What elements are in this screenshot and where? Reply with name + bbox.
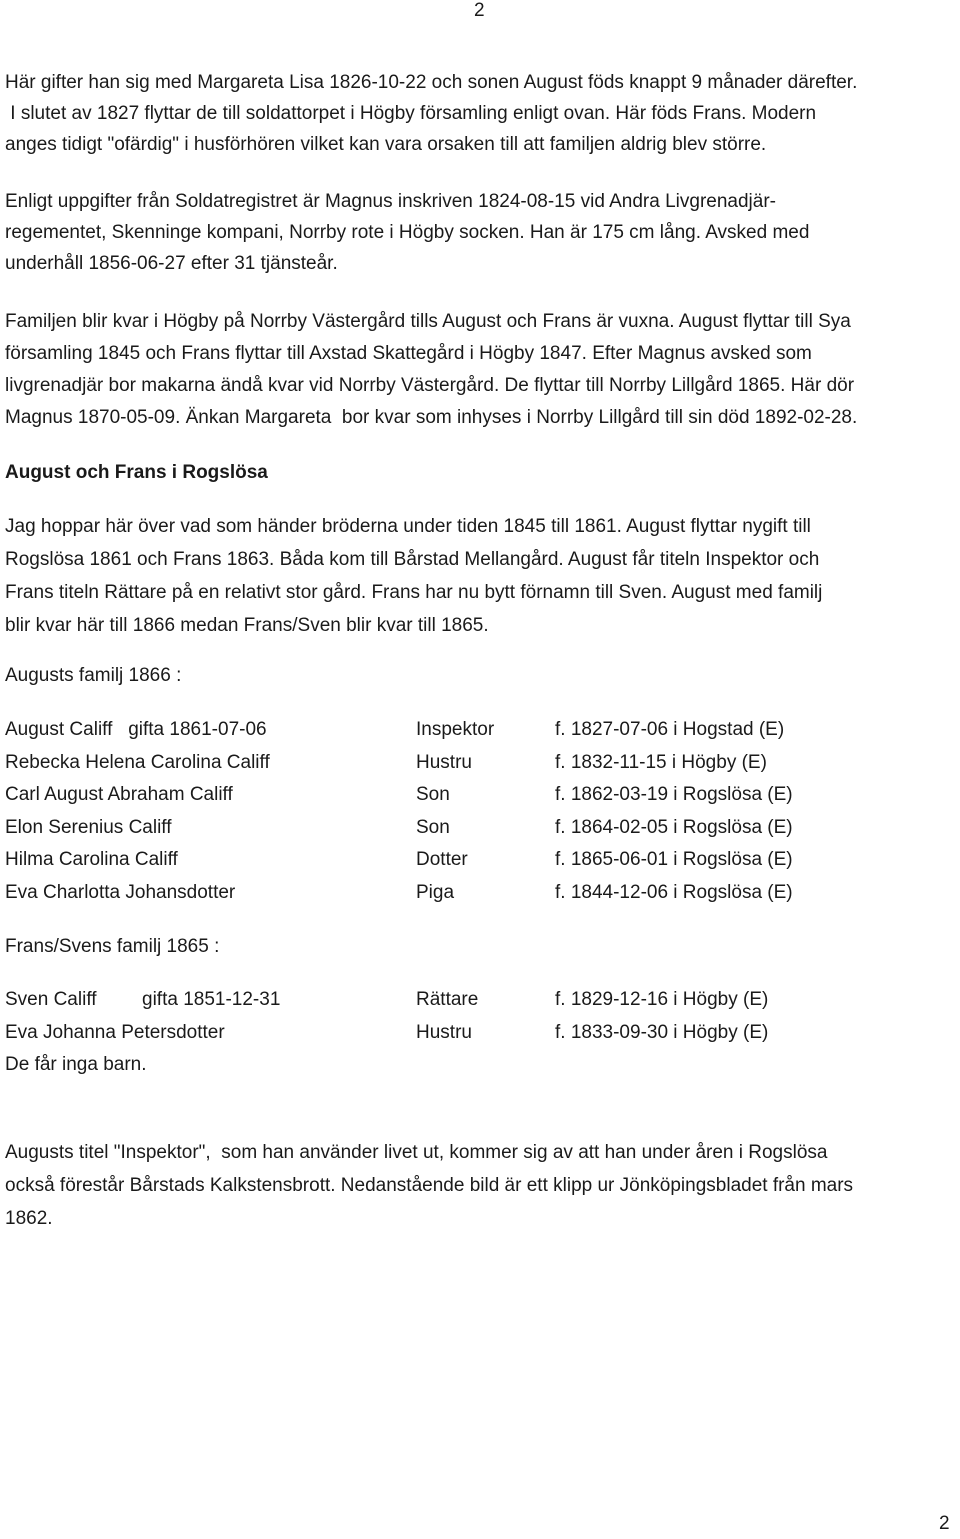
member-birth: f. 1827-07-06 i Hogstad (E)	[555, 719, 785, 740]
inspektor-paragraph	[5, 1136, 955, 1235]
family-row	[5, 747, 955, 780]
family-row	[5, 812, 955, 845]
member-name: Eva Johanna Petersdotter	[5, 1021, 225, 1043]
member-role: Inspektor	[416, 719, 495, 740]
text-line: underhåll 1856-06-27 efter 31 tjänsteår.	[5, 253, 338, 274]
text-line: Frans titeln Rättare på en relativt stor gård. Frans har nu bytt förnamn till Sven. August med familj	[5, 582, 823, 603]
familjen-paragraph	[5, 306, 955, 434]
member-name: Carl August Abraham Califf	[5, 784, 233, 805]
member-birth: f. 1844-12-06 i Rogslösa (E)	[555, 881, 793, 903]
member-role: Hustru	[416, 751, 472, 773]
svens-family-label: Frans/Svens familj 1865 :	[5, 936, 220, 957]
text-line: 1862.	[5, 1208, 53, 1229]
text-line: Rogslösa 1861 och Frans 1863. Båda kom till Bårstad Mellangård. August får titeln Inspektor och	[5, 549, 820, 570]
member-name: Elon Serenius Califf	[5, 816, 172, 838]
intro-paragraph	[5, 67, 955, 160]
page-number-bottom: 2	[939, 1513, 950, 1534]
member-role: Dotter	[416, 849, 468, 870]
text-line: livgrenadjär bor makarna ändå kvar vid Norrby Västergård. De flyttar till Norrby Lillgård 1865. Här dör	[5, 375, 855, 396]
member-birth: f. 1864-02-05 i Rogslösa (E)	[555, 816, 793, 838]
text-line: blir kvar här till 1866 medan Frans/Sven blir kvar till 1865.	[5, 615, 489, 636]
section-heading: August och Frans i Rogslösa	[5, 462, 268, 483]
member-role: Piga	[416, 881, 455, 903]
svens-family-table	[5, 984, 955, 1082]
family-row	[5, 877, 955, 910]
member-role: Hustru	[416, 1021, 472, 1043]
family-row	[5, 984, 955, 1017]
page-number-top: 2	[474, 0, 485, 21]
text-line: församling 1845 och Frans flyttar till Axstad Skattegård i Högby 1847. Efter Magnus avsked som	[5, 343, 812, 364]
text-line: I slutet av 1827 flyttar de till soldattorpet i Högby församling enligt ovan. Här föds Frans. Modern	[5, 103, 817, 124]
member-birth: f. 1833-09-30 i Högby (E)	[555, 1021, 769, 1043]
member-role: Son	[416, 816, 450, 838]
text-line: Magnus 1870-05-09. Änkan Margareta bor kvar som inhyses i Norrby Lillgård till sin död 1892-02-28.	[5, 407, 858, 428]
family-row	[5, 844, 955, 877]
family-note-row	[5, 1049, 955, 1082]
family-row	[5, 1017, 955, 1050]
member-role: Rättare	[416, 989, 479, 1010]
text-line: Familjen blir kvar i Högby på Norrby Västergård tills August och Frans är vuxna. August flyttar till Sya	[5, 311, 851, 332]
text-line: Här gifter han sig med Margareta Lisa 1826-10-22 och sonen August föds knappt 9 månader därefter.	[5, 72, 858, 93]
member-name: Sven Califf	[5, 989, 97, 1010]
soldatregistret-paragraph	[5, 186, 955, 279]
family-row	[5, 714, 955, 747]
member-name: August Califf gifta 1861-07-06	[5, 719, 267, 740]
text-line: Jag hoppar här över vad som händer bröderna under tiden 1845 till 1861. August flyttar nygift till	[5, 516, 811, 537]
augusts-family-table	[5, 714, 955, 909]
text-line: Augusts titel "Inspektor", som han använder livet ut, kommer sig av att han under åren i Rogslösa	[5, 1142, 828, 1163]
augusts-family-label: Augusts familj 1866 :	[5, 665, 182, 686]
member-married: gifta 1851-12-31	[142, 989, 281, 1010]
member-name: Hilma Carolina Califf	[5, 849, 178, 870]
member-birth: f. 1832-11-15 i Högby (E)	[555, 751, 767, 773]
member-role: Son	[416, 784, 450, 805]
family-note: De får inga barn.	[5, 1054, 147, 1075]
family-row	[5, 779, 955, 812]
member-name: Rebecka Helena Carolina Califf	[5, 751, 270, 773]
text-line: också förestår Bårstads Kalkstensbrott. Nedanstående bild är ett klipp ur Jönköpingsbladet från mars	[5, 1175, 854, 1196]
text-line: Enligt uppgifter från Soldatregistret är Magnus inskriven 1824-08-15 vid Andra Livgrenadjär-	[5, 191, 776, 212]
rogslosa-paragraph	[5, 510, 955, 642]
member-name: Eva Charlotta Johansdotter	[5, 881, 236, 903]
member-birth: f. 1865-06-01 i Rogslösa (E)	[555, 849, 793, 870]
text-line: regementet, Skenninge kompani, Norrby rote i Högby socken. Han är 175 cm lång. Avsked med	[5, 222, 810, 243]
member-birth: f. 1862-03-19 i Rogslösa (E)	[555, 784, 793, 805]
text-line: anges tidigt "ofärdig" i husförhören vilket kan vara orsaken till att familjen aldrig blev större.	[5, 134, 767, 155]
member-birth: f. 1829-12-16 i Högby (E)	[555, 989, 769, 1010]
